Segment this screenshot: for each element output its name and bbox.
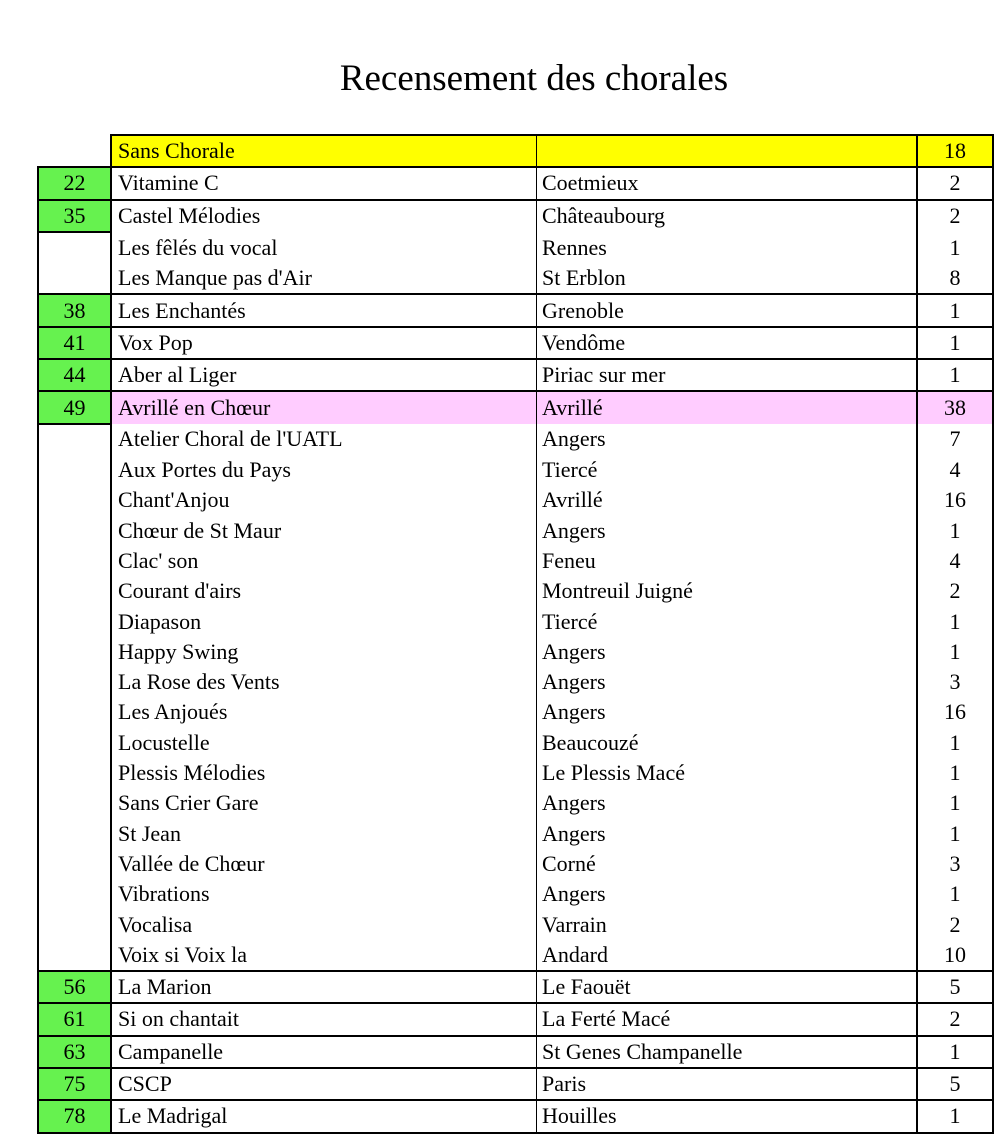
member-count-cell: 1 bbox=[917, 758, 993, 788]
city-cell: Châteaubourg bbox=[537, 200, 918, 232]
city-cell: Rennes bbox=[537, 232, 918, 263]
choir-census-table bbox=[37, 134, 994, 1134]
member-count-cell: 7 bbox=[917, 424, 993, 455]
member-count-cell: 2 bbox=[917, 1003, 993, 1035]
member-count-cell: 1 bbox=[917, 359, 993, 391]
table-row bbox=[38, 263, 993, 294]
table-row bbox=[38, 697, 993, 727]
table-row bbox=[38, 909, 993, 939]
choir-name-cell: Plessis Mélodies bbox=[111, 758, 537, 788]
member-count-cell: 1 bbox=[917, 1100, 993, 1132]
choir-name-cell: Courant d'airs bbox=[111, 576, 537, 606]
department-cell: 35 bbox=[38, 200, 111, 232]
table-row bbox=[38, 200, 993, 232]
department-cell bbox=[38, 667, 111, 697]
table-row bbox=[38, 971, 993, 1003]
census-table-body bbox=[38, 135, 993, 1133]
city-cell: Corné bbox=[537, 849, 918, 879]
choir-name-cell: Avrillé en Chœur bbox=[111, 391, 537, 423]
city-cell: Avrillé bbox=[537, 391, 918, 423]
member-count-cell: 2 bbox=[917, 200, 993, 232]
city-cell bbox=[537, 135, 918, 167]
city-cell: Montreuil Juigné bbox=[537, 576, 918, 606]
table-row bbox=[38, 576, 993, 606]
table-row bbox=[38, 849, 993, 879]
department-cell: 49 bbox=[38, 391, 111, 423]
choir-name-cell: Aux Portes du Pays bbox=[111, 455, 537, 485]
city-cell: Angers bbox=[537, 516, 918, 546]
member-count-cell: 1 bbox=[917, 1036, 993, 1068]
department-cell bbox=[38, 637, 111, 667]
city-cell: Tiercé bbox=[537, 606, 918, 636]
table-row bbox=[38, 135, 993, 167]
department-cell: 56 bbox=[38, 971, 111, 1003]
city-cell: Varrain bbox=[537, 909, 918, 939]
department-cell bbox=[38, 940, 111, 971]
choir-name-cell: Vocalisa bbox=[111, 909, 537, 939]
department-cell bbox=[38, 728, 111, 758]
member-count-cell: 1 bbox=[917, 637, 993, 667]
department-cell bbox=[38, 879, 111, 909]
department-cell bbox=[38, 606, 111, 636]
department-cell: 22 bbox=[38, 167, 111, 199]
choir-name-cell: Voix si Voix la bbox=[111, 940, 537, 971]
choir-name-cell: Atelier Choral de l'UATL bbox=[111, 424, 537, 455]
table-row bbox=[38, 940, 993, 971]
city-cell: Andard bbox=[537, 940, 918, 971]
member-count-cell: 2 bbox=[917, 167, 993, 199]
city-cell: Angers bbox=[537, 697, 918, 727]
choir-name-cell: Les Anjoués bbox=[111, 697, 537, 727]
choir-name-cell: Le Madrigal bbox=[111, 1100, 537, 1132]
department-cell bbox=[38, 232, 111, 263]
table-row bbox=[38, 485, 993, 515]
choir-name-cell: Vallée de Chœur bbox=[111, 849, 537, 879]
table-row bbox=[38, 327, 993, 359]
choir-name-cell: Happy Swing bbox=[111, 637, 537, 667]
city-cell: Tiercé bbox=[537, 455, 918, 485]
table-row bbox=[38, 359, 993, 391]
city-cell: Grenoble bbox=[537, 294, 918, 326]
city-cell: Paris bbox=[537, 1068, 918, 1100]
city-cell: Houilles bbox=[537, 1100, 918, 1132]
city-cell: Piriac sur mer bbox=[537, 359, 918, 391]
choir-name-cell: Vibrations bbox=[111, 879, 537, 909]
city-cell: Vendôme bbox=[537, 327, 918, 359]
department-cell bbox=[38, 516, 111, 546]
department-cell bbox=[38, 819, 111, 849]
department-cell: 38 bbox=[38, 294, 111, 326]
choir-name-cell: Campanelle bbox=[111, 1036, 537, 1068]
member-count-cell: 38 bbox=[917, 391, 993, 423]
table-row bbox=[38, 294, 993, 326]
department-cell: 63 bbox=[38, 1036, 111, 1068]
city-cell: St Erblon bbox=[537, 263, 918, 294]
city-cell: Angers bbox=[537, 788, 918, 818]
department-cell bbox=[38, 788, 111, 818]
city-cell: Feneu bbox=[537, 546, 918, 576]
member-count-cell: 1 bbox=[917, 232, 993, 263]
choir-name-cell: Chœur de St Maur bbox=[111, 516, 537, 546]
choir-name-cell: Si on chantait bbox=[111, 1003, 537, 1035]
city-cell: Coetmieux bbox=[537, 167, 918, 199]
choir-name-cell: Vox Pop bbox=[111, 327, 537, 359]
table-row bbox=[38, 637, 993, 667]
department-cell bbox=[38, 697, 111, 727]
choir-name-cell: Les Manque pas d'Air bbox=[111, 263, 537, 294]
member-count-cell: 1 bbox=[917, 294, 993, 326]
city-cell: Angers bbox=[537, 637, 918, 667]
table-row bbox=[38, 167, 993, 199]
city-cell: Angers bbox=[537, 879, 918, 909]
table-row bbox=[38, 546, 993, 576]
member-count-cell: 8 bbox=[917, 263, 993, 294]
city-cell: Avrillé bbox=[537, 485, 918, 515]
table-row bbox=[38, 424, 993, 455]
table-row bbox=[38, 1036, 993, 1068]
member-count-cell: 1 bbox=[917, 728, 993, 758]
city-cell: Le Plessis Macé bbox=[537, 758, 918, 788]
table-row bbox=[38, 232, 993, 263]
city-cell: St Genes Champanelle bbox=[537, 1036, 918, 1068]
choir-name-cell: St Jean bbox=[111, 819, 537, 849]
table-row bbox=[38, 1100, 993, 1132]
choir-name-cell: Locustelle bbox=[111, 728, 537, 758]
department-cell bbox=[38, 135, 111, 167]
choir-name-cell: Aber al Liger bbox=[111, 359, 537, 391]
department-cell: 61 bbox=[38, 1003, 111, 1035]
member-count-cell: 18 bbox=[917, 135, 993, 167]
member-count-cell: 16 bbox=[917, 485, 993, 515]
member-count-cell: 3 bbox=[917, 667, 993, 697]
table-row bbox=[38, 606, 993, 636]
city-cell: Angers bbox=[537, 667, 918, 697]
member-count-cell: 2 bbox=[917, 576, 993, 606]
choir-name-cell: Chant'Anjou bbox=[111, 485, 537, 515]
city-cell: La Ferté Macé bbox=[537, 1003, 918, 1035]
choir-name-cell: CSCP bbox=[111, 1068, 537, 1100]
page-title: Recensement des chorales bbox=[339, 58, 729, 99]
choir-name-cell: Diapason bbox=[111, 606, 537, 636]
department-cell: 41 bbox=[38, 327, 111, 359]
choir-name-cell: Sans Chorale bbox=[111, 135, 537, 167]
table-row bbox=[38, 1003, 993, 1035]
choir-name-cell: Vitamine C bbox=[111, 167, 537, 199]
department-cell bbox=[38, 485, 111, 515]
department-cell bbox=[38, 546, 111, 576]
table-row bbox=[38, 879, 993, 909]
member-count-cell: 1 bbox=[917, 879, 993, 909]
city-cell: Angers bbox=[537, 819, 918, 849]
member-count-cell: 16 bbox=[917, 697, 993, 727]
department-cell bbox=[38, 909, 111, 939]
member-count-cell: 1 bbox=[917, 327, 993, 359]
choir-name-cell: Clac' son bbox=[111, 546, 537, 576]
member-count-cell: 3 bbox=[917, 849, 993, 879]
department-cell bbox=[38, 758, 111, 788]
department-cell bbox=[38, 576, 111, 606]
table-row bbox=[38, 667, 993, 697]
member-count-cell: 1 bbox=[917, 516, 993, 546]
department-cell bbox=[38, 424, 111, 455]
member-count-cell: 5 bbox=[917, 971, 993, 1003]
department-cell bbox=[38, 849, 111, 879]
choir-name-cell: Les Enchantés bbox=[111, 294, 537, 326]
choir-name-cell: Les fêlés du vocal bbox=[111, 232, 537, 263]
city-cell: Beaucouzé bbox=[537, 728, 918, 758]
member-count-cell: 4 bbox=[917, 455, 993, 485]
table-row bbox=[38, 819, 993, 849]
table-row bbox=[38, 391, 993, 423]
table-row bbox=[38, 728, 993, 758]
department-cell: 44 bbox=[38, 359, 111, 391]
table-row bbox=[38, 788, 993, 818]
department-cell bbox=[38, 455, 111, 485]
department-cell bbox=[38, 263, 111, 294]
member-count-cell: 10 bbox=[917, 940, 993, 971]
department-cell: 75 bbox=[38, 1068, 111, 1100]
member-count-cell: 1 bbox=[917, 606, 993, 636]
choir-name-cell: La Rose des Vents bbox=[111, 667, 537, 697]
choir-name-cell: Sans Crier Gare bbox=[111, 788, 537, 818]
table-row bbox=[38, 758, 993, 788]
member-count-cell: 1 bbox=[917, 819, 993, 849]
table-row bbox=[38, 516, 993, 546]
choir-name-cell: La Marion bbox=[111, 971, 537, 1003]
city-cell: Angers bbox=[537, 424, 918, 455]
department-cell: 78 bbox=[38, 1100, 111, 1132]
table-row bbox=[38, 1068, 993, 1100]
city-cell: Le Faouët bbox=[537, 971, 918, 1003]
member-count-cell: 5 bbox=[917, 1068, 993, 1100]
table-row bbox=[38, 455, 993, 485]
choir-name-cell: Castel Mélodies bbox=[111, 200, 537, 232]
member-count-cell: 2 bbox=[917, 909, 993, 939]
member-count-cell: 1 bbox=[917, 788, 993, 818]
member-count-cell: 4 bbox=[917, 546, 993, 576]
